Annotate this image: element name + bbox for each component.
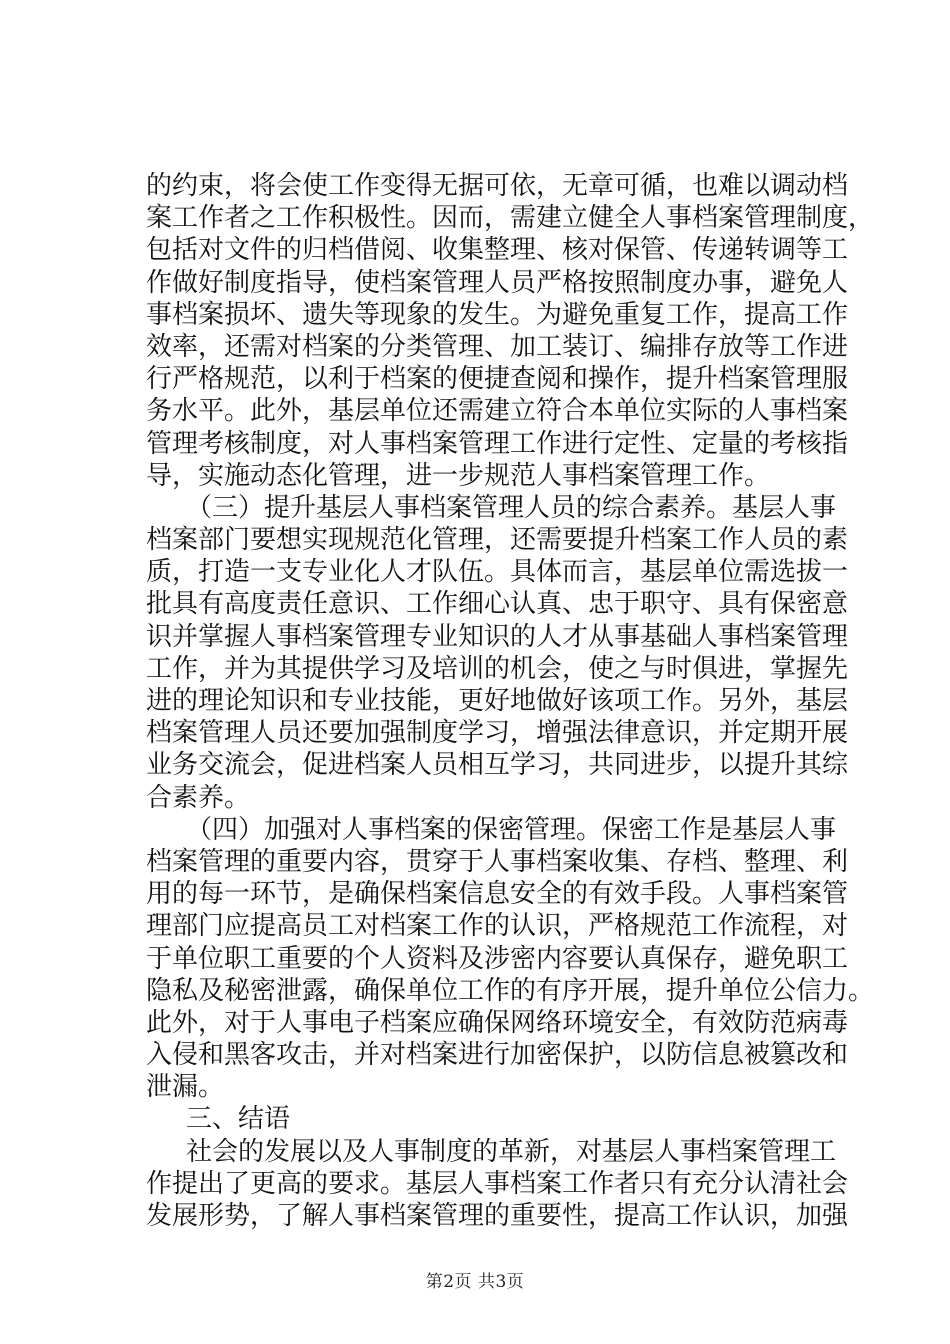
text-line: 档案部门要想实现规范化管理，还需要提升档案工作人员的素 [146, 525, 849, 556]
text-line: 事档案损坏、遗失等现象的发生。为避免重复工作，提高工作 [146, 299, 849, 330]
text-line: （四）加强对人事档案的保密管理。保密工作是基层人事 [186, 814, 837, 845]
text-line: （三）提升基层人事档案管理人员的综合素养。基层人事 [186, 492, 837, 523]
text-line: 的约束，将会使工作变得无据可依，无章可循，也难以调动档 [146, 171, 849, 201]
text-line: 此外，对于人事电子档案应确保网络环境安全，有效防范病毒 [146, 1007, 849, 1038]
text-line: 理部门应提高员工对档案工作的认识，严格规范工作流程，对 [146, 911, 849, 942]
text-line: 作提出了更高的要求。基层人事档案工作者只有充分认清社会 [146, 1168, 849, 1199]
text-line: 业务交流会，促进档案人员相互学习，共同进步，以提升其综 [146, 750, 849, 781]
text-line: 导，实施动态化管理，进一步规范人事档案管理工作。 [146, 460, 771, 491]
text-line: 档案管理的重要内容，贯穿于人事档案收集、存档、整理、利 [146, 846, 849, 877]
document-body [146, 170, 875, 1232]
text-line: 工作，并为其提供学习及培训的机会，使之与时俱进，掌握先 [146, 653, 849, 684]
text-line: 合素养。 [146, 782, 251, 813]
text-line: 批具有高度责任意识、工作细心认真、忠于职守、具有保密意 [146, 589, 849, 620]
text-line: 隐私及秘密泄露，确保单位工作的有序开展，提升单位公信力。 [146, 975, 875, 1006]
text-line: 识并掌握人事档案管理专业知识的人才从事基础人事档案管理 [146, 621, 849, 652]
text-line: 社会的发展以及人事制度的革新，对基层人事档案管理工 [186, 1136, 837, 1167]
text-line: 效率，还需对档案的分类管理、加工装订、编排存放等工作进 [146, 331, 849, 362]
text-line: 发展形势，了解人事档案管理的重要性，提高工作认识，加强 [146, 1201, 849, 1231]
text-line: 进的理论知识和专业技能，更好地做好该项工作。另外，基层 [146, 686, 849, 716]
text-line: 管理考核制度，对人事档案管理工作进行定性、定量的考核指 [146, 428, 849, 459]
text-line: 于单位职工重要的个人资料及涉密内容要认真保存，避免职工 [146, 943, 849, 974]
text-line: 入侵和黑客攻击，并对档案进行加密保护，以防信息被篡改和 [146, 1040, 849, 1071]
page-footer: 第2页 共3页 [425, 1272, 525, 1292]
text-line: 三、结语 [186, 1104, 291, 1135]
text-line: 档案管理人员还要加强制度学习，增强法律意识，并定期开展 [146, 718, 849, 749]
text-line: 包括对文件的归档借阅、收集整理、核对保管、传递转调等工 [146, 235, 849, 266]
text-line: 质，打造一支专业化人才队伍。具体而言，基层单位需选拔一 [146, 557, 849, 588]
text-line: 案工作者之工作积极性。因而，需建立健全人事档案管理制度， [146, 203, 875, 234]
text-line: 泄漏。 [146, 1072, 225, 1103]
text-line: 行严格规范，以利于档案的便捷查阅和操作，提升档案管理服 [146, 364, 849, 395]
text-line: 作做好制度指导，使档案管理人员严格按照制度办事，避免人 [146, 267, 849, 298]
text-line: 务水平。此外，基层单位还需建立符合本单位实际的人事档案 [146, 396, 849, 427]
text-line: 用的每一环节，是确保档案信息安全的有效手段。人事档案管 [146, 879, 849, 910]
